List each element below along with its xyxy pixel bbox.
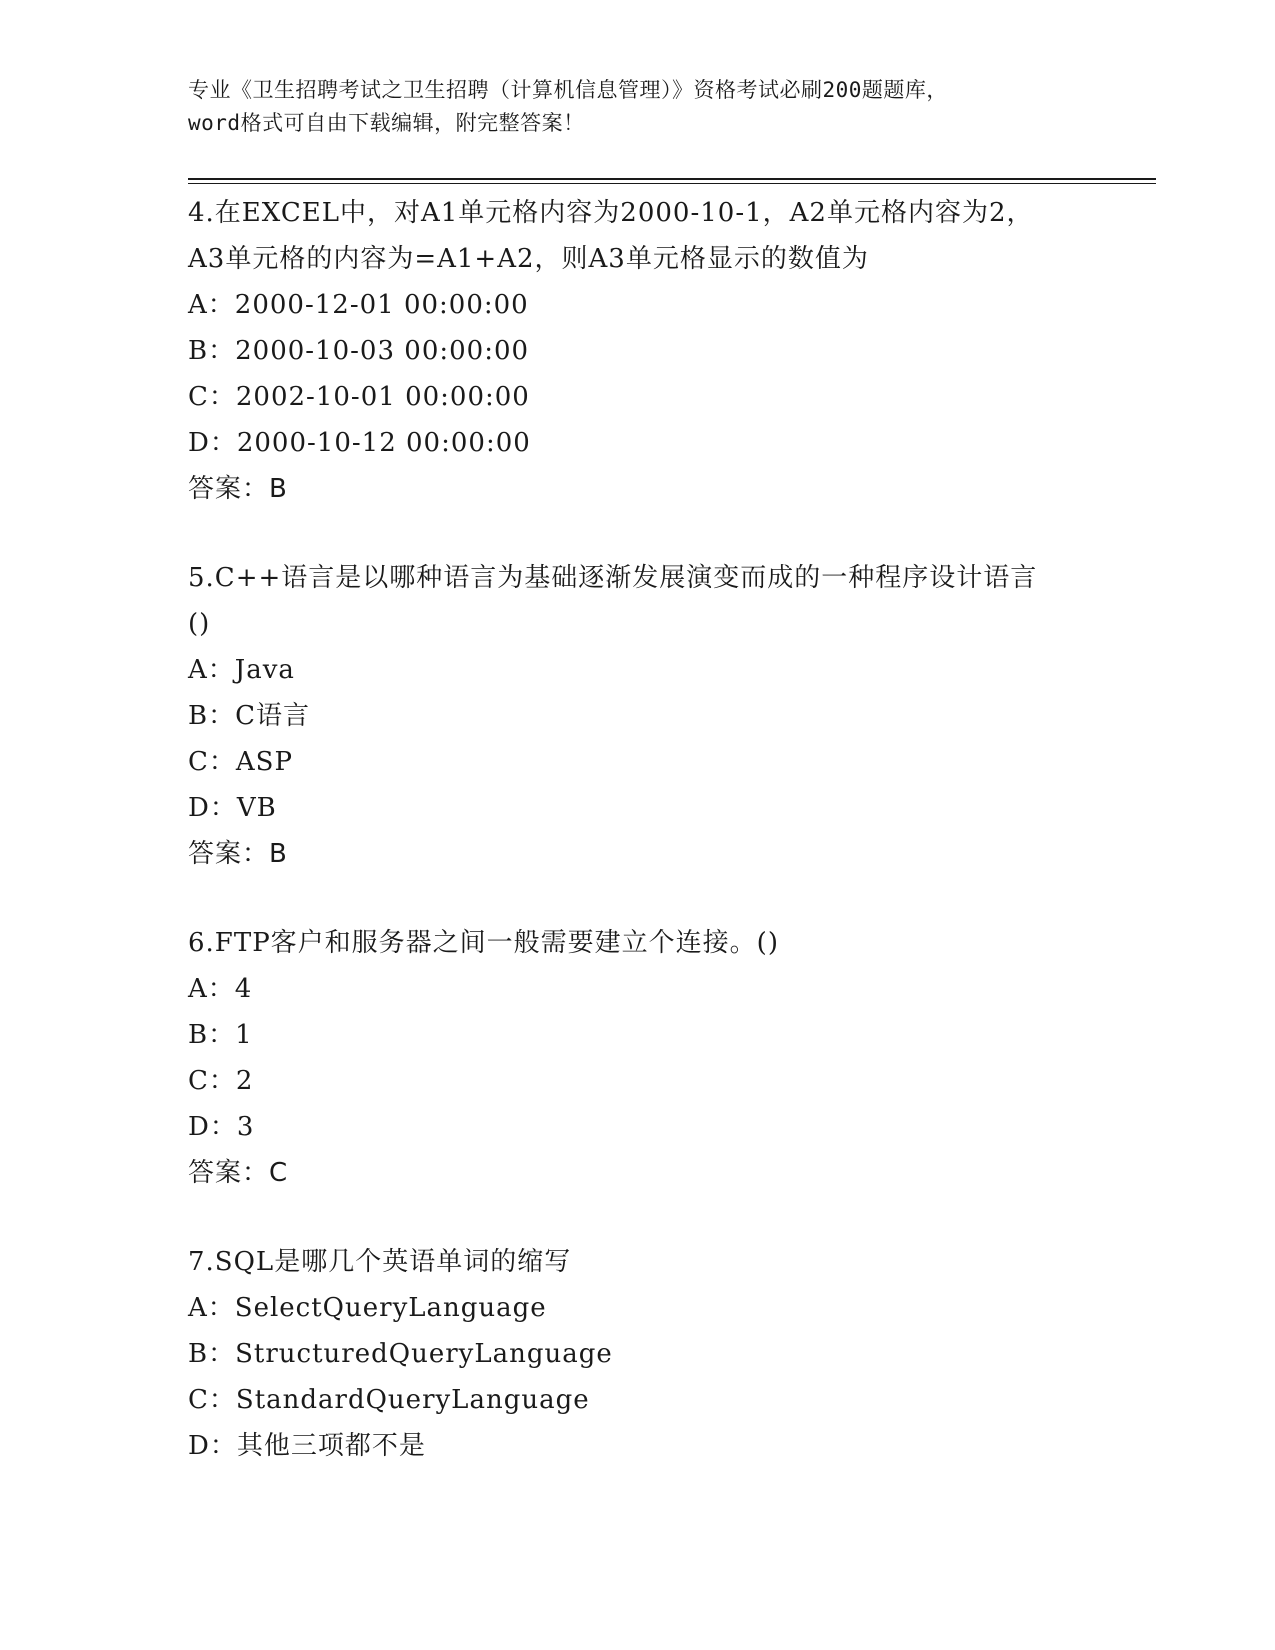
option-b: B：2000-10-03 00:00:00 [188,336,530,366]
option-d: D：3 [188,1112,255,1142]
option-c: C：2002-10-01 00:00:00 [188,382,530,412]
option-c: C：StandardQueryLanguage [188,1385,590,1415]
header-rule-thin [188,183,1156,184]
option-b: B：C语言 [188,701,311,731]
answer-text: 答案：B [188,474,288,504]
question-stem: 7.SQL是哪几个英语单词的缩写 [188,1247,572,1277]
header-line-1: 专业《卫生招聘考试之卫生招聘（计算机信息管理）》资格考试必刷200题题库， [188,78,948,102]
option-c: C：ASP [188,747,293,777]
question-5 [188,555,1088,877]
option-b: B：1 [188,1020,253,1050]
option-d: D：其他三项都不是 [188,1431,426,1461]
header-line-2: word格式可自由下载编辑，附完整答案！ [188,111,585,135]
question-7 [188,1239,1088,1469]
answer-text: 答案：B [188,839,288,869]
header-rule-thick [188,178,1156,180]
question-4 [188,190,1088,512]
option-b: B：StructuredQueryLanguage [188,1339,613,1369]
option-c: C：2 [188,1066,254,1096]
answer-text: 答案：C [188,1158,289,1188]
option-d: D：VB [188,793,277,823]
option-d: D：2000-10-12 00:00:00 [188,428,531,458]
question-stem-continued: A3单元格的内容为=A1+A2，则A3单元格显示的数值为 [188,244,869,274]
option-a: A：2000-12-01 00:00:00 [188,290,529,320]
question-stem: 5.C++语言是以哪种语言为基础逐渐发展演变而成的一种程序设计语言 [188,563,1038,593]
question-6 [188,920,1088,1196]
question-stem: 4.在EXCEL中，对A1单元格内容为2000-10-1，A2单元格内容为2， [188,198,1034,228]
document-header [188,74,1088,140]
option-a: A：4 [188,974,253,1004]
question-stem: 6.FTP客户和服务器之间一般需要建立个连接。() [188,928,779,958]
question-stem-continued: () [188,609,211,639]
question-list [188,190,1088,1512]
option-a: A：SelectQueryLanguage [188,1293,547,1323]
option-a: A：Java [188,655,295,685]
